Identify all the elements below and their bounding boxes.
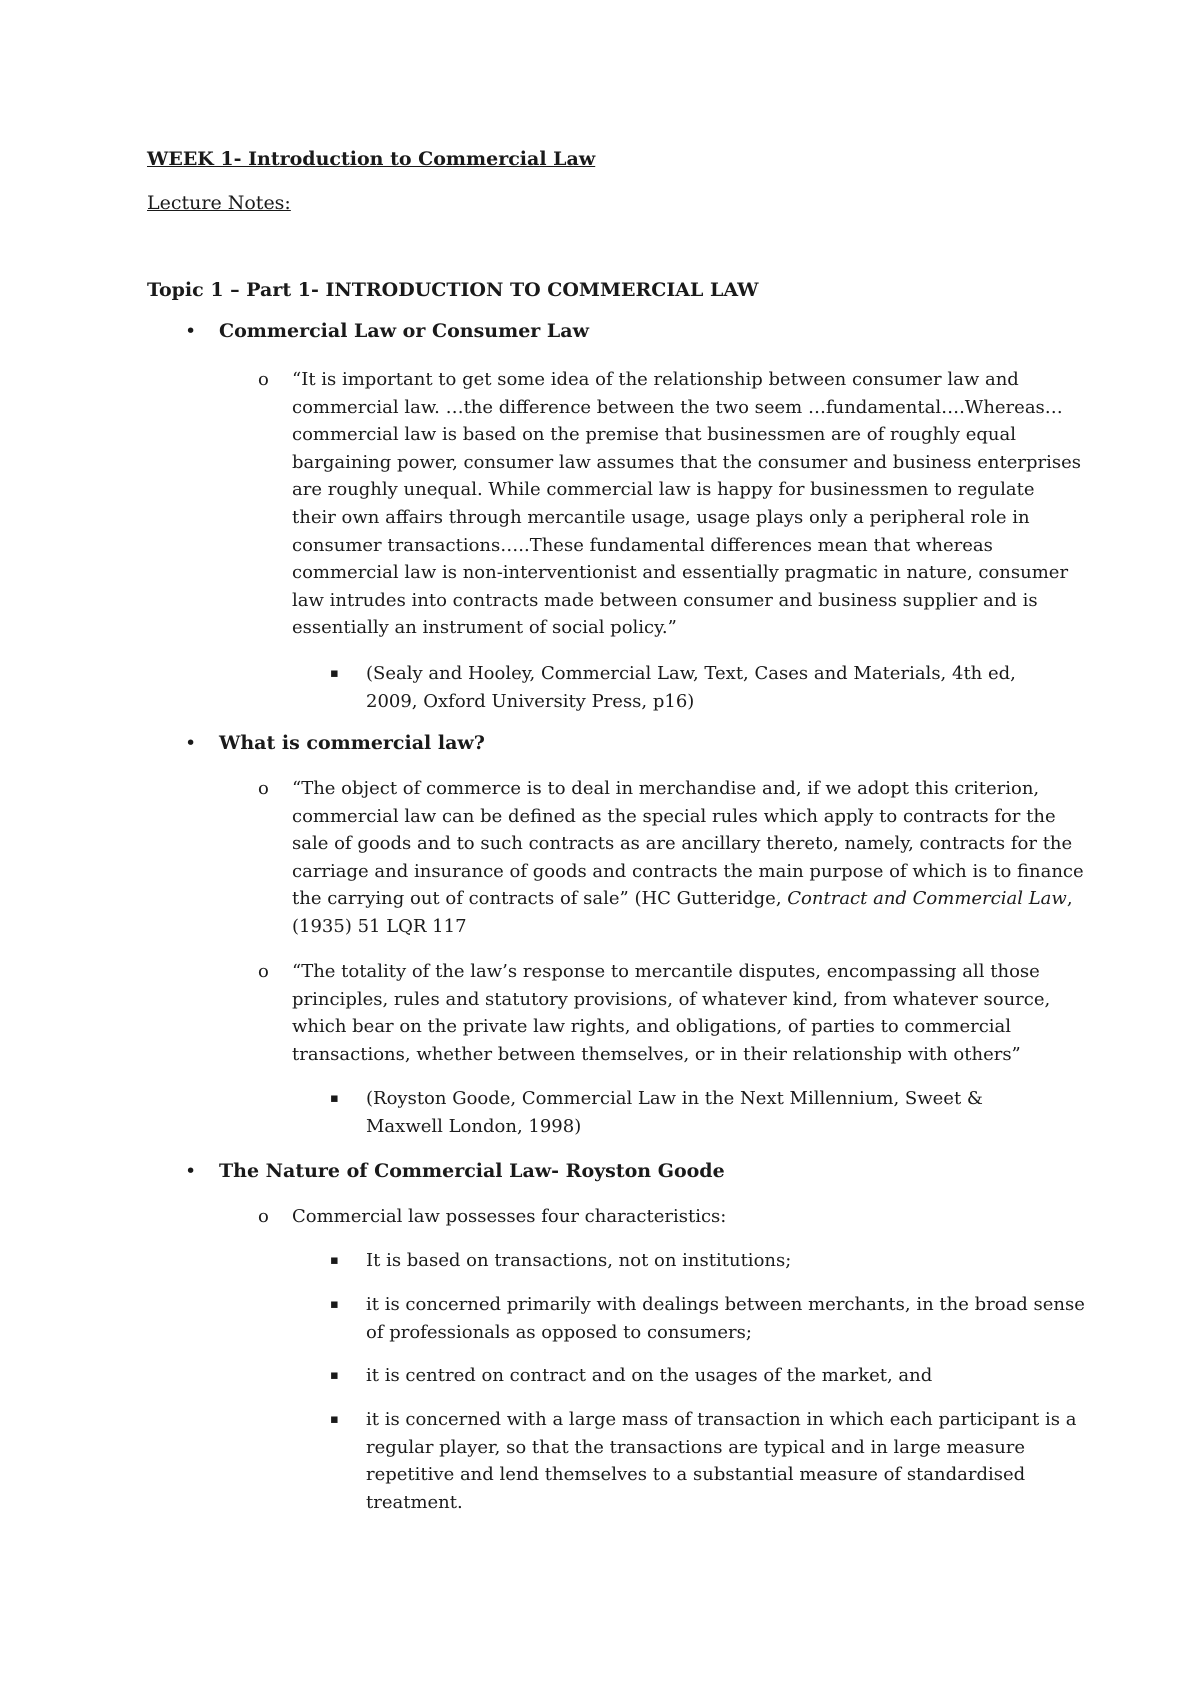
quote-line: “It is important to get some idea of the relationship between consumer law and	[292, 369, 1019, 390]
quote-line: bargaining power, consumer law assumes that the consumer and business enterprises	[292, 451, 1081, 473]
square-marker: ▪	[330, 1297, 339, 1312]
quote-line: are roughly unequal. While commercial law is happy for businessmen to regulate	[292, 479, 1035, 501]
item-line: repetitive and lend themselves to a substantial measure of standardised	[366, 1464, 1026, 1486]
quote-line: transactions, whether between themselves, or in their relationship with others”	[292, 1043, 1021, 1065]
section-heading-text: What is commercial law?	[219, 732, 485, 754]
quote-line: essentially an instrument of social policy.”	[292, 617, 677, 639]
square-marker: ▪	[330, 1253, 339, 1268]
item-line: treatment.	[366, 1491, 463, 1513]
citation-line: 2009, Oxford University Press, p16)	[366, 690, 695, 712]
citation-line: Maxwell London, 1998)	[366, 1115, 582, 1137]
square-marker: ▪	[330, 1412, 339, 1427]
citation-line: (Royston Goode, Commercial Law in the Next Millennium, Sweet &	[366, 1088, 983, 1109]
circle-marker: o	[258, 1206, 269, 1227]
quote-line: “The totality of the law’s response to mercantile disputes, encompassing all those	[292, 961, 1040, 982]
quote-line-with-title	[292, 885, 1073, 913]
section-heading-text: Commercial Law or Consumer Law	[219, 320, 589, 342]
bullet-marker: •	[185, 320, 197, 342]
circle-marker: o	[258, 369, 269, 390]
topic-heading: Topic 1 – Part 1- INTRODUCTION TO COMMERCIAL LAW	[147, 279, 759, 301]
quote-line: law intrudes into contracts made between consumer and business supplier and is	[292, 589, 1038, 611]
bullet-marker: •	[185, 1160, 197, 1182]
item-line: of professionals as opposed to consumers;	[366, 1321, 752, 1343]
item-line: it is centred on contract and on the usages of the market, and	[366, 1365, 933, 1386]
bullet-marker: •	[185, 732, 197, 754]
quote-line: commercial law can be defined as the special rules which apply to contracts for the	[292, 805, 1056, 827]
quote-line: commercial law. …the difference between the two seem …fundamental….Whereas…	[292, 396, 1063, 418]
item-line: It is based on transactions, not on institutions;	[366, 1250, 792, 1271]
cited-work-title: Contract and Commercial Law	[787, 888, 1067, 910]
quote-line: sale of goods and to such contracts as are ancillary thereto, namely, contracts for the	[292, 833, 1073, 855]
item-line: it is concerned primarily with dealings between merchants, in the broad sense	[366, 1294, 1085, 1315]
quote-line: commercial law is non-interventionist and essentially pragmatic in nature, consumer	[292, 562, 1069, 584]
section-heading-text: The Nature of Commercial Law- Royston Goode	[219, 1160, 725, 1182]
quote-line: carriage and insurance of goods and contracts the main purpose of which is to finance	[292, 860, 1084, 882]
quote-line: “The object of commerce is to deal in merchandise and, if we adopt this criterion,	[292, 778, 1040, 799]
quote-line: principles, rules and statutory provisions, of whatever kind, from whatever source,	[292, 988, 1051, 1010]
square-marker: ▪	[330, 666, 339, 681]
item-line: regular player, so that the transactions are typical and in large measure	[366, 1436, 1026, 1458]
circle-marker: o	[258, 778, 269, 799]
intro-line: Commercial law possesses four characteristics:	[292, 1206, 727, 1227]
quote-text: the carrying out of contracts of sale” (HC Gutteridge,	[292, 888, 788, 910]
quote-line: consumer transactions…..These fundamental differences mean that whereas	[292, 534, 993, 556]
citation-line: (Sealy and Hooley, Commercial Law, Text, Cases and Materials, 4th ed,	[366, 663, 1016, 684]
quote-line: commercial law is based on the premise that businessmen are of roughly equal	[292, 424, 1017, 446]
lecture-notes-label: Lecture Notes:	[147, 192, 291, 214]
quote-line: which bear on the private law rights, and obligations, of parties to commercial	[292, 1016, 1012, 1038]
quote-line: (1935) 51 LQR 117	[292, 915, 467, 937]
week-title: WEEK 1- Introduction to Commercial Law	[147, 148, 596, 170]
quote-text: ,	[1066, 888, 1073, 910]
square-marker: ▪	[330, 1091, 339, 1106]
quote-line: their own affairs through mercantile usage, usage plays only a peripheral role in	[292, 506, 1030, 528]
square-marker: ▪	[330, 1368, 339, 1383]
circle-marker: o	[258, 961, 269, 982]
item-line: it is concerned with a large mass of transaction in which each participant is a	[366, 1409, 1077, 1430]
